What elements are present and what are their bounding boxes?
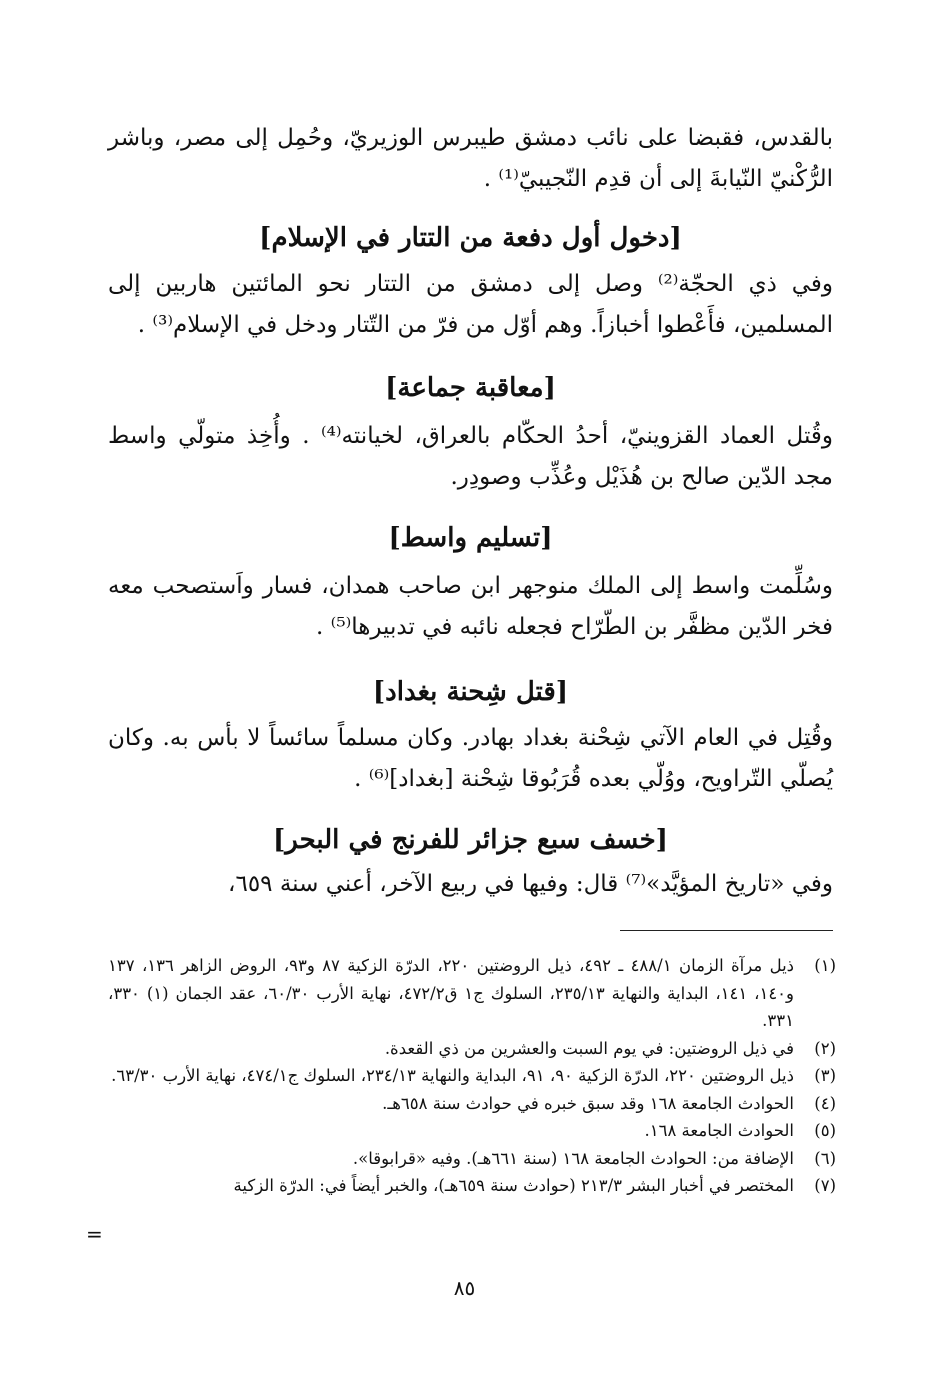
- section-heading: [دخول أول دفعة من التتار في الإسلام]: [259, 223, 682, 253]
- footnote-item: [108, 1062, 836, 1090]
- section-paragraph: وفي «تاريخ المؤيَّد»⁽⁷⁾ قال: وفيها في ربيع الآخر، أعني سنة ٦٥٩،: [228, 871, 833, 897]
- section-paragraph: وقُتل العماد القزوينيّ، أحدُ الحكّام بالعراق، لخيانته⁽⁴⁾ . وأُخِذ متولّي واسط مجد الدّين صالح بن هُذَيْل وعُذِّب وصودِر.: [108, 423, 833, 490]
- footnotes: [108, 952, 836, 1200]
- footnote-text: ذيل مرآة الزمان ٤٨٨/١ ـ ٤٩٢، ذيل الروضتين ٢٢٠، الدرّة الزكية ٨٧ و٩٣، الروض الزاهر ١٣٦، ١٣٧ و١٤٠، ١٤١، البداية والنهاية ٢٣٥/١٣، السلوك ج١ ق٤٧٢/٢، نهاية الأرب ٦٠/٣٠، عقد الجمان (١) ٣٣٠، ٣٣١.: [108, 956, 795, 1030]
- footnote-number: (٥): [814, 1121, 836, 1140]
- footnote-number: (٢): [814, 1038, 836, 1058]
- footnote-text: في ذيل الروضتين: في يوم السبت والعشرين من ذي القعدة.: [384, 1038, 794, 1058]
- section-heading: [قتل شِحنة بغداد]: [372, 677, 569, 707]
- footnote-text: ذيل الروضتين ٢٢٠، الدرّة الزكية ٩٠، ٩١، البداية والنهاية ٢٣٤/١٣، السلوك ج٤٧٤/١، نهاية الأرب ٦٣/٣٠.: [111, 1066, 794, 1085]
- footnote-number: (١): [814, 956, 836, 975]
- section-heading: [معاقبة جماعة]: [385, 373, 556, 403]
- footnote-number: (٤): [814, 1093, 836, 1113]
- main-text: [108, 118, 833, 905]
- footnote-text: الحوادث الجامعة ١٦٨.: [644, 1121, 794, 1140]
- footnote-number: (٦): [814, 1148, 836, 1168]
- footnote-text: الحوادث الجامعة ١٦٨ وقد سبق خبره في حوادث سنة ٦٥٨هـ.: [382, 1093, 794, 1113]
- footnote-divider: [620, 930, 833, 931]
- footnote-text: المختصر في أخبار البشر ٢١٣/٣ (حوادث سنة ٦٥٩هـ)، والخبر أيضاً في: الدرّة الزكية: [233, 1176, 794, 1195]
- footnote-item: [108, 952, 836, 1035]
- continuation-mark: =: [86, 1222, 103, 1246]
- page-number: ٨٥: [453, 1276, 476, 1300]
- intro-paragraph: بالقدس، فقبضا على نائب دمشق طيبرس الوزيريّ، وحُمِل إلى مصر، وباشر الرُّكْنيّ النّيابةَ إلى أن قدِم النّجيبيّ⁽¹⁾ .: [108, 125, 833, 192]
- footnote-item: [108, 1117, 836, 1145]
- footnote-item: [108, 1090, 836, 1118]
- section-paragraph: وسُلِّمت واسط إلى الملك منوجهر ابن صاحب همدان، فسار واَستصحب معه فخر الدّين مظفَّر بن الطّرّاح فجعله نائبه في تدبيرها⁽⁵⁾ .: [108, 573, 833, 640]
- section-paragraph: وقُتِل في العام الآتي شِحْنة بغداد بهادر. وكان مسلماً سائساً لا بأس به. وكان يُصلّي التّراويح، ووُلّي بعده قُرَبُوقا شِحْنة [بغداد]⁽⁶⁾ .: [108, 725, 833, 792]
- section-heading: [خسف سبع جزائر للفرنج في البحر]: [272, 825, 668, 855]
- section-heading: [تسليم واسط]: [388, 523, 553, 553]
- footnote-number: (٧): [814, 1176, 836, 1195]
- footnote-item: [108, 1035, 836, 1063]
- footnote-item: [108, 1145, 836, 1173]
- section-paragraph: وفي ذي الحجّة⁽²⁾ وصل إلى دمشق من التتار نحو المائتين هاربين إلى المسلمين، فأَعْطوا أخبازاً. وهم أوّل من فرّ من التّتار ودخل في الإسلام⁽³⁾ .: [108, 271, 833, 338]
- footnote-item: [108, 1172, 836, 1200]
- footnote-text: الإضافة من: الحوادث الجامعة ١٦٨ (سنة ٦٦١هـ). وفيه «قرابوقا».: [352, 1148, 794, 1168]
- footnote-number: (٣): [814, 1066, 836, 1085]
